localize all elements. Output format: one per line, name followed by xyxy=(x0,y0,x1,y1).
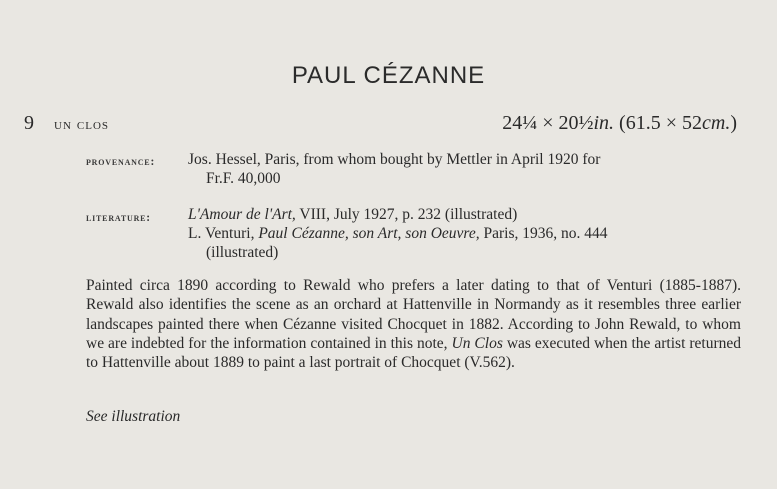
provenance-label: provenance: xyxy=(86,156,156,168)
literature-entry-1-title: L'Amour de l'Art, xyxy=(188,206,296,223)
literature-entry-2 xyxy=(188,224,748,243)
dimensions-cm-unit: cm. xyxy=(702,112,731,134)
lot-dimensions xyxy=(502,112,737,135)
lot-title: un clos xyxy=(54,116,110,133)
literature-entry-2-line-2: (illustrated) xyxy=(206,244,279,261)
dimensions-inches: 24¼ × 20½ xyxy=(502,112,594,134)
catalogue-note-title: Un Clos xyxy=(451,334,503,352)
literature-entry-1 xyxy=(188,205,748,224)
catalogue-note-part-2: was executed when the artist returned to Hattenville about 1889 to paint a last portrait of Chocquet (V.562). xyxy=(86,334,741,372)
dimensions-inch-unit: in. xyxy=(593,112,615,134)
lot-number: 9 xyxy=(24,112,34,134)
literature-entry-2-author: L. Venturi, xyxy=(188,225,259,242)
catalogue-note xyxy=(86,276,741,372)
provenance-text xyxy=(188,150,748,188)
provenance-line-1: Jos. Hessel, Paris, from whom bought by Mettler in April 1920 for xyxy=(188,151,601,168)
literature-entry-2-details: Paris, 1936, no. 444 xyxy=(479,225,608,242)
literature-entry-2-title: Paul Cézanne, son Art, son Oeuvre, xyxy=(258,225,480,242)
dimensions-close: ) xyxy=(730,112,737,134)
literature-text xyxy=(188,205,748,262)
dimensions-cm: (61.5 × 52 xyxy=(619,112,702,134)
provenance-line-2: Fr.F. 40,000 xyxy=(206,170,281,187)
catalogue-note-part-1: Painted circa 1890 according to Rewald who prefers a later dating to that of Venturi (1885-1887). Rewald also identifies the scene as an orchard at Hattenville in Normandy as it resembles three earlier landscapes painted there when Cézanne visited Chocquet in 1882. According to John Rewald, to whom we are indebted for the information contained in this note, xyxy=(86,277,741,352)
literature-entry-1-details: VIII, July 1927, p. 232 (illustrated) xyxy=(295,206,518,223)
artist-heading: PAUL CÉZANNE xyxy=(291,62,486,89)
see-illustration-link[interactable]: See illustration xyxy=(86,408,181,425)
literature-label: literature: xyxy=(86,212,151,224)
lot-row xyxy=(0,112,777,140)
